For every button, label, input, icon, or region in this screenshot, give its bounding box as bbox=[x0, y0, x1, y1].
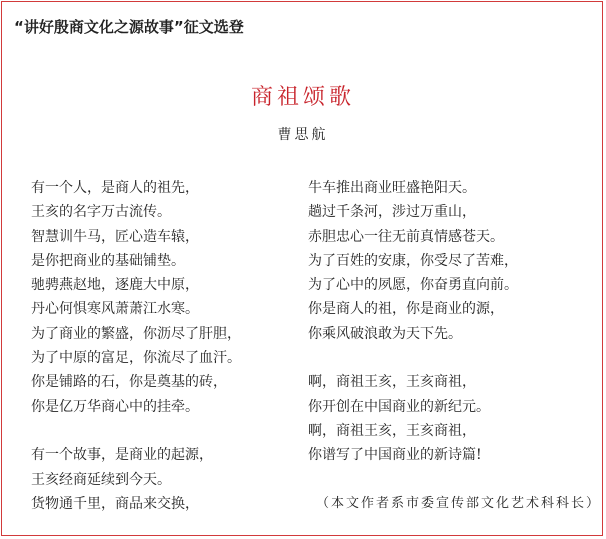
poem-line: 丹心何惧寒风萧萧江水寒。 bbox=[31, 301, 199, 318]
poem-line: 你是铺路的石，你是奠基的砖， bbox=[31, 374, 227, 391]
poem-line: 王亥经商延续到今天。 bbox=[31, 471, 171, 488]
poem-title: 商祖颂歌 bbox=[250, 85, 355, 110]
stanza-gap bbox=[308, 346, 598, 370]
poem-line: 是你把商业的基础铺垫。 bbox=[31, 252, 185, 269]
poem-line: 智慧训牛马，匠心造车辕， bbox=[31, 228, 199, 245]
poem-line: 为了心中的夙愿，你奋勇直向前。 bbox=[308, 277, 518, 294]
poem-column-left bbox=[31, 176, 281, 516]
column-header: “讲好殷商文化之源故事”征文选登 bbox=[14, 18, 244, 36]
poem-line: 有一个故事，是商业的起源， bbox=[31, 447, 213, 464]
poem-column-right bbox=[308, 176, 602, 516]
poem-line: 啊，商祖王亥，王亥商祖， bbox=[308, 422, 476, 439]
poem-line: 你乘风破浪敢为天下先。 bbox=[308, 325, 462, 342]
poem-line: 牛车推出商业旺盛艳阳天。 bbox=[308, 180, 476, 196]
poem-author: 曹思航 bbox=[277, 127, 329, 143]
poem-line: 为了百姓的安康，你受尽了苦难， bbox=[308, 252, 518, 269]
poem-line: 你是商人的祖，你是商业的源， bbox=[308, 301, 504, 318]
poem-line: 为了中原的富足，你流尽了血汗。 bbox=[31, 350, 241, 367]
poem-line: 你谱写了中国商业的新诗篇! bbox=[308, 447, 482, 464]
poem-line: 为了商业的繁盛，你沥尽了肝胆， bbox=[31, 325, 241, 342]
poem-line: 王亥的名字万古流传。 bbox=[31, 204, 171, 221]
poem-line: 货物通千里，商品来交换， bbox=[31, 495, 199, 512]
poem-line: 赤胆忠心一往无前真情感苍天。 bbox=[308, 228, 504, 245]
poem-line: 你是亿万华商心中的挂牵。 bbox=[31, 398, 199, 415]
stanza-gap bbox=[308, 468, 598, 492]
stanza-gap bbox=[31, 419, 281, 443]
poem-line: 驰骋燕赵地，逐鹿大中原， bbox=[31, 277, 199, 294]
author-note: （本文作者系市委宣传部文化艺术科科长） bbox=[316, 495, 602, 511]
poem-line: 啊，商祖王亥，王亥商祖， bbox=[308, 374, 476, 391]
poem-line: 趟过千条河，涉过万重山， bbox=[308, 204, 476, 221]
poem-line: 你开创在中国商业的新纪元。 bbox=[308, 398, 490, 415]
poem-line: 有一个人，是商人的祖先， bbox=[31, 180, 199, 196]
